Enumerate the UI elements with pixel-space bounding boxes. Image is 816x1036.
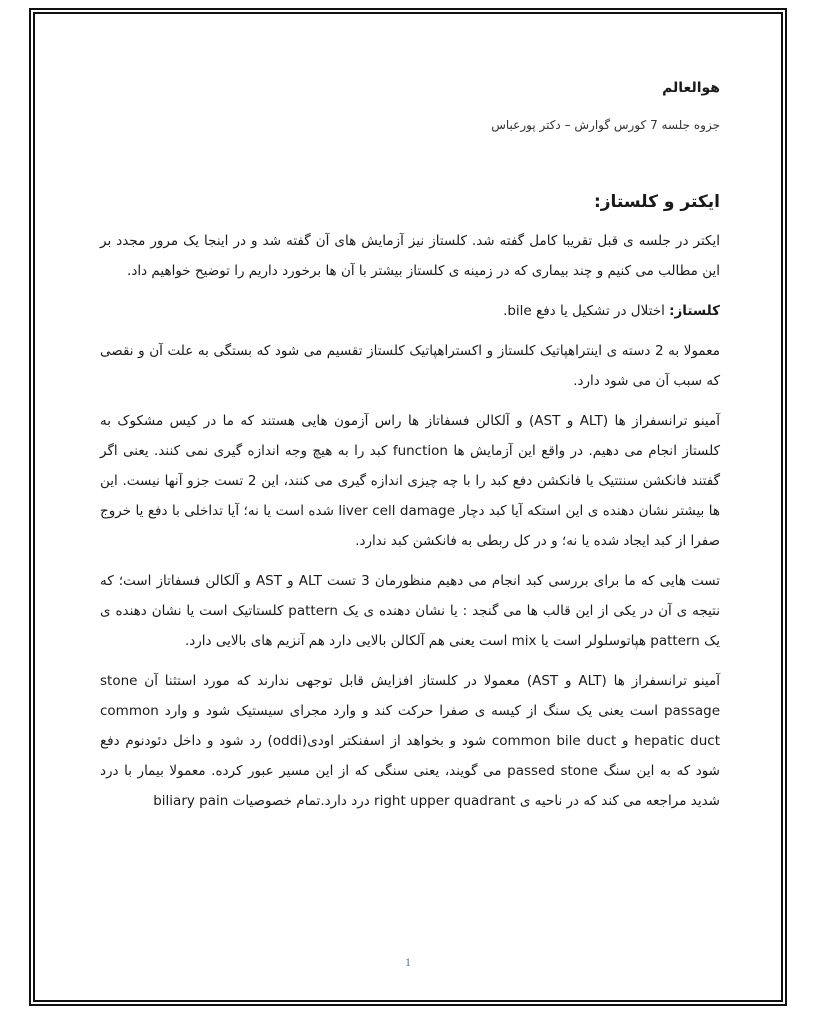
definition-text: اختلال در تشکیل یا دفع bile.	[503, 303, 670, 319]
paragraph-definition	[100, 296, 720, 326]
paragraph-aminotransferases: آمینو ترانسفراز ها (ALT و AST) و آلکالن فسفاتاز ها راس آزمون هایی هستند که ما در کیس مشکوک به کلستاز انجام می دهیم. در واقع این آزمایش ها function کبد را به هیچ وجه اندازه گیری نمی کنند. یعنی اگر گفتند فانکشن سنتتیک یا فانکشن دفع کبد را با چه چیزی اندازه گیری می کنند، این 2 تست جزو آنها نیست. این ها بیشتر نشان دهنده ی این استکه آیا کبد دچار liver cell damage شده است یا نه؛ آیا تداخلی با دفع یا خروج صفرا از کبد ایجاد شده یا نه؛ و در کل ربطی به فانکشن کبد ندارد.	[100, 413, 720, 549]
top-title: هوالعالم	[662, 80, 720, 96]
document-subtitle: جزوه جلسه 7 کورس گوارش – دکتر پورعباس	[491, 118, 720, 132]
paragraph-patterns: تست هایی که ما برای بررسی کبد انجام می دهیم منظورمان 3 تست ALT و AST و آلکالن فسفاتاز است؛ که نتیجه ی آن در یکی از این قالب ها می گنجد : یا نشان دهنده ی یک pattern کلستاتیک است یا نشان دهنده ی یک pattern هپاتوسلولر است یا mix است یعنی هم آلکالن بالایی دارد هم آنزیم های بالایی دارد.	[100, 573, 721, 649]
paragraph-classification: معمولا به 2 دسته ی اینتراهپاتیک کلستاز و اکستراهپاتیک کلستاز تقسیم می شود که بستگی به علت آن و نقصی که سبب آن می شود دارد.	[100, 343, 720, 389]
paragraph-stone-passage: آمینو ترانسفراز ها (ALT و AST) معمولا در کلستاز افزایش قابل توجهی ندارند که مورد استثنا آن stone passage است یعنی یک سنگ از کیسه ی صفرا حرکت کند و وارد مجرای سیستیک شود و وارد common hepatic duct و common bile duct شود و بخواهد از اسفنکتر اودی(oddi) رد شود و داخل دئودنوم دفع شود که به این سنگ passed stone می گویند، یعنی سنگی که از این مسیر عبور کرده. معمولا بیمار با درد شدید مراجعه می کند که در ناحیه ی right upper quadrant درد دارد.تمام خصوصیات biliary pain	[100, 673, 720, 809]
document-body	[100, 80, 720, 826]
paragraph-intro: ایکتر در جلسه ی قبل تقریبا کامل گفته شد. کلستاز نیز آزمایش های آن گفته شد و در اینجا یک مرور مجدد بر این مطالب می کنیم و چند بیماری که در زمینه ی کلستاز بیشتر با آن ها برخورد داریم را توضیح خواهیم داد.	[100, 233, 720, 279]
page-number: 1	[405, 955, 411, 969]
definition-label: کلستاز:	[669, 303, 720, 319]
section-title: ایکتر و کلستاز:	[593, 192, 720, 212]
